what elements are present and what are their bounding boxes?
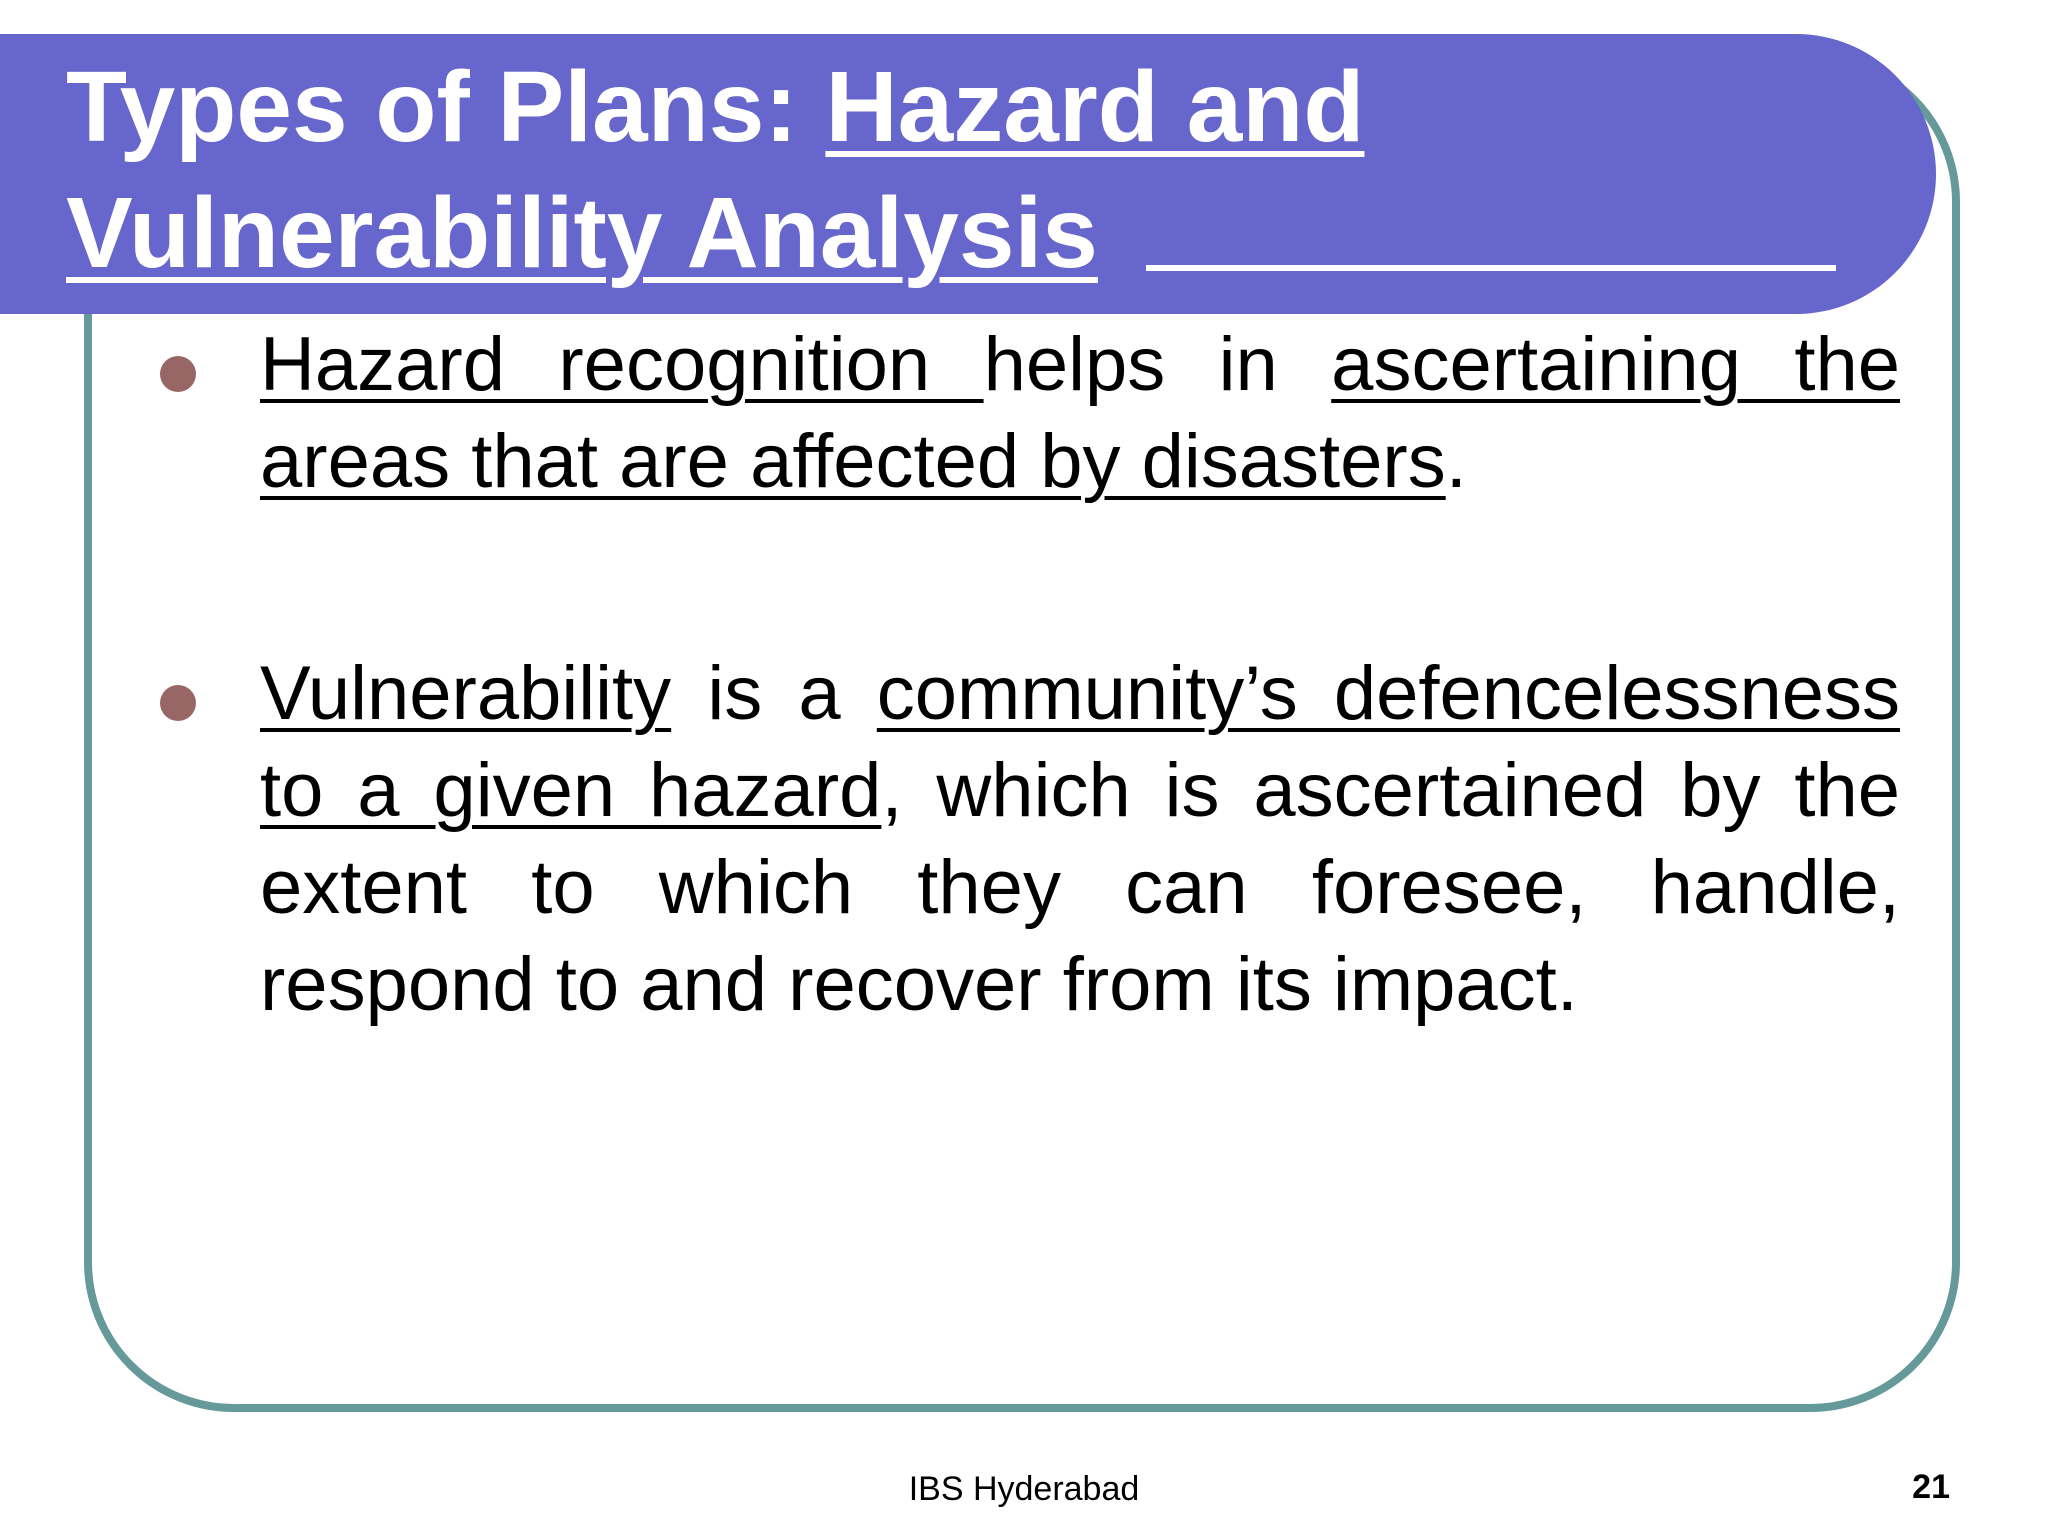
- page-number: 21: [1912, 1468, 1950, 1506]
- bullet-2-part-3: community’s defencelessness to a given hazard: [260, 651, 1901, 833]
- footer-institution: IBS Hyderabad: [908, 1470, 1140, 1508]
- bullet-1-part-1: Hazard recognition: [260, 322, 984, 407]
- bullet-1-part-2: helps in: [983, 322, 1332, 407]
- bullet-item-hazard: [150, 316, 1900, 510]
- bullet-2-part-2: is a: [671, 651, 877, 736]
- bullet-dot-icon: [160, 685, 196, 721]
- slide-title: [66, 44, 1836, 296]
- bullet-2-part-4: , which is ascertained by the extent to which they can foresee, handle, respond to and recover from its impact.: [260, 748, 1901, 1027]
- bullet-1-part-3: ascertaining the areas that are affected by disasters: [260, 322, 1900, 504]
- bullet-dot-icon: [160, 356, 196, 392]
- bullet-1-part-4: .: [1445, 419, 1467, 504]
- bullet-item-vulnerability: [150, 645, 1900, 1033]
- bullet-list: [150, 316, 1900, 1033]
- title-prefix: Types of Plans:: [66, 51, 826, 163]
- title-underlined-line2: Vulnerability Analysis: [66, 177, 1098, 289]
- title-underline-rule: [1146, 265, 1836, 271]
- bullet-2-part-1: Vulnerability: [260, 651, 672, 736]
- title-underlined-line1: Hazard and: [825, 51, 1365, 163]
